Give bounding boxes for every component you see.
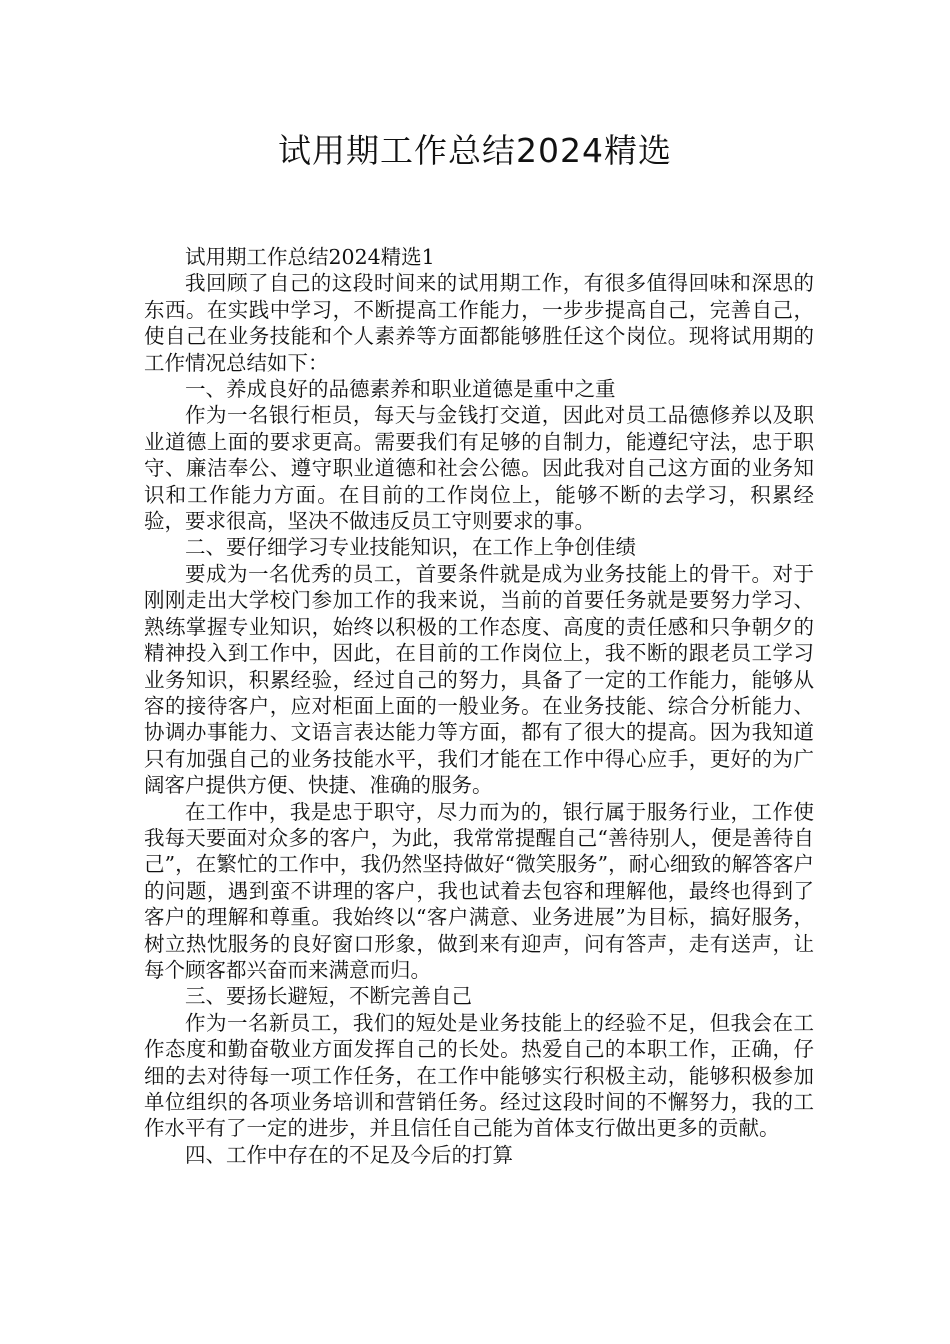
document-body (144, 244, 814, 1168)
subsection-heading: 四、工作中存在的不足及今后的打算 (185, 1142, 513, 1167)
paragraph: 作为一名新员工，我们的短处是业务技能上的经验不足，但我会在工作态度和勤奋敬业方面发挥自己的长处。热爱自己的本职工作，正确，仔细的去对待每一项工作任务，在工作中能够实行积极主动，能够积极参加单位组织的各项业务培训和营销任务。经过这段时间的不懈努力，我的工作水平有了一定的进步，并且信任自己能为首体支行做出更多的贡献。 (144, 1010, 814, 1141)
subsection-heading: 一、养成良好的品德素养和职业道德是重中之重 (185, 377, 616, 402)
paragraph: 要成为一名优秀的员工，首要条件就是成为业务技能上的骨干。对于刚刚走出大学校门参加工作的我来说，当前的首要任务就是要努力学习、熟练掌握专业知识，始终以积极的工作态度、高度的责任感和只争朝夕的精神投入到工作中，因此，在目前的工作岗位上，我不断的跟老员工学习业务知识，积累经验，经过自己的努力，具备了一定的工作能力，能够从容的接待客户，应对柜面上面的一般业务。在业务技能、综合分析能力、协调办事能力、文语言表达能力等方面，都有了很大的提高。因为我知道只有加强自己的业务技能水平，我们才能在工作中得心应手，更好的为广阔客户提供方便、快捷、准确的服务。 (144, 561, 814, 798)
paragraph: 作为一名银行柜员，每天与金钱打交道，因此对员工品德修养以及职业道德上面的要求更高。需要我们有足够的自制力，能遵纪守法，忠于职守、廉洁奉公、遵守职业道德和社会公德。因此我对自己这方面的业务知识和工作能力方面。在目前的工作岗位上，能够不断的去学习，积累经验，要求很高，坚决不做违反员工守则要求的事。 (144, 403, 814, 534)
subsection-heading: 三、要扬长避短，不断完善自己 (185, 984, 472, 1009)
paragraph: 在工作中，我是忠于职守，尽力而为的，银行属于服务行业，工作使我每天要面对众多的客户，为此，我常常提醒自己“善待别人，便是善待自己”，在繁忙的工作中，我仍然坚持做好“微笑服务”，耐心细致的解答客户的问题，遇到蛮不讲理的客户，我也试着去包容和理解他，最终也得到了客户的理解和尊重。我始终以“客户满意、业务进展”为目标，搞好服务，树立热忱服务的良好窗口形象，做到来有迎声，问有答声，走有送声，让每个顾客都兴奋而来满意而归。 (144, 799, 814, 982)
document-title: 试用期工作总结2024精选 (278, 131, 672, 170)
paragraph: 我回顾了自己的这段时间来的试用期工作，有很多值得回味和深思的东西。在实践中学习，不断提高工作能力，一步步提高自己，完善自己，使自己在业务技能和个人素养等方面都能够胜任这个岗位。现将试用期的工作情况总结如下： (144, 271, 814, 375)
section-heading: 试用期工作总结2024精选1 (185, 245, 435, 269)
subsection-heading: 二、要仔细学习专业技能知识，在工作上争创佳绩 (185, 535, 636, 560)
